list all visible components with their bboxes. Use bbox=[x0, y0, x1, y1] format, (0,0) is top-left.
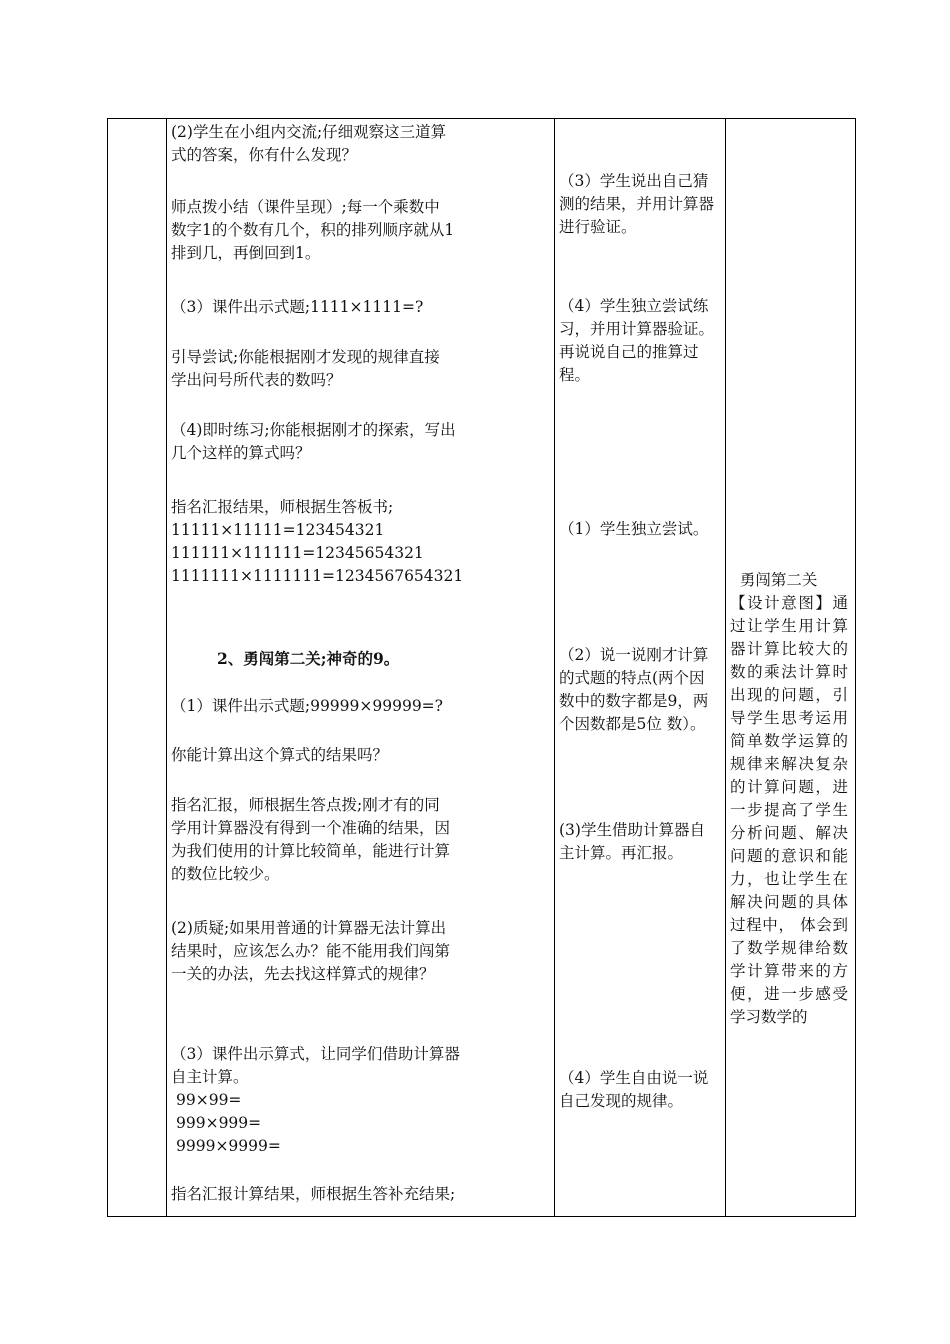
design-intent-title: 勇闯第二关 bbox=[730, 571, 818, 589]
text-line: (2)质疑;如果用普通的计算器无法计算出 bbox=[171, 919, 447, 937]
section-heading-level-2 bbox=[217, 647, 399, 670]
text-line: 指名汇报，师根据生答点拨;刚才有的同 bbox=[171, 796, 440, 814]
equation-line: 1111111×1111111=1234567654321 bbox=[171, 567, 464, 585]
paragraph-report-results bbox=[171, 1183, 455, 1206]
student-activity-4b: （4）学生自由说一说自己发现的规律。 bbox=[559, 1069, 709, 1110]
design-intent-column bbox=[726, 119, 856, 1216]
text-line: 排到几，再倒回到1。 bbox=[171, 244, 321, 262]
student-activity-3: （3）学生说出自己猜测的结果，并用计算器进行验证。 bbox=[559, 172, 715, 236]
student-activity-2: （2）说一说刚才计算的式题的特点(两个因数中的数字都是9，两个因数都是5位 数）。 bbox=[559, 646, 709, 733]
equation-line: 11111×11111=123454321 bbox=[171, 521, 385, 539]
paragraph-guide-try bbox=[171, 346, 440, 392]
text-line: 的数位比较少。 bbox=[171, 865, 280, 883]
equation-line: 111111×111111=12345654321 bbox=[171, 544, 424, 562]
student-activity-column bbox=[555, 119, 725, 1216]
heading-text: 2、勇闯第二关;神奇的9。 bbox=[217, 649, 400, 668]
text-line: （3）课件出示式题;1111×1111=? bbox=[171, 298, 424, 316]
design-intent-body: 【设计意图】通过让学生用计算器计算比较大的数的乘法计算时出现的问题，引导学生思考运用简单数学运算的规律来解决复杂的计算问题，进一步提高了学生分析问题、解决问题的意识和能力，也让学生在解决问题的具体过程中， 体会到了数学规律给数学计算带来的方便，进一步感受学习数学的 bbox=[730, 594, 848, 1026]
paragraph-board-results bbox=[171, 496, 463, 588]
lesson-plan-table bbox=[107, 118, 856, 1217]
paragraph-3-calculator bbox=[171, 1043, 460, 1158]
equation-line: 999×999= bbox=[176, 1114, 262, 1132]
student-activity-3b: (3)学生借助计算器自主计算。再汇报。 bbox=[559, 821, 705, 862]
paragraph-question bbox=[171, 744, 388, 767]
label-column bbox=[108, 119, 166, 1216]
text-line: （1）课件出示式题;99999×99999=? bbox=[171, 697, 443, 715]
text-line: 师点拨小结（课件呈现）;每一个乘数中 bbox=[171, 198, 440, 216]
student-activity-1: （1）学生独立尝试。 bbox=[559, 520, 709, 538]
paragraph-summary bbox=[171, 196, 454, 265]
text-line: (2)学生在小组内交流;仔细观察这三道算 bbox=[171, 123, 447, 141]
student-activity-4: （4）学生独立尝试练习，并用计算器验证。再说说自己的推算过程。 bbox=[559, 297, 715, 384]
paragraph-3-show-problem bbox=[171, 296, 423, 319]
text-line: （3）课件出示算式，让同学们借助计算器 bbox=[171, 1045, 460, 1063]
text-line: 指名汇报结果，师根据生答板书; bbox=[171, 498, 394, 516]
paragraph-2-question bbox=[171, 917, 450, 986]
text-line: 学出问号所代表的数吗？ bbox=[171, 371, 342, 389]
equation-line: 99×99= bbox=[176, 1091, 242, 1109]
text-line: 自主计算。 bbox=[171, 1068, 249, 1086]
paragraph-report-guide bbox=[171, 794, 450, 886]
text-line: 几个这样的算式吗？ bbox=[171, 444, 311, 462]
text-line: 结果时，应该怎么办？能不能用我们闯第 bbox=[171, 942, 451, 960]
teacher-activity-column bbox=[167, 119, 554, 1216]
text-line: （4)即时练习;你能根据刚才的探索，写出 bbox=[171, 421, 456, 439]
text-line: 为我们使用的计算比较简单，能进行计算 bbox=[171, 842, 451, 860]
text-line: 学用计算器没有得到一个准确的结果，因 bbox=[171, 819, 451, 837]
paragraph-2-observe bbox=[171, 121, 446, 167]
text-line: 一关的办法，先去找这样算式的规律？ bbox=[171, 965, 435, 983]
text-line: 式的答案，你有什么发现？ bbox=[171, 146, 358, 164]
text-line: 引导尝试;你能根据刚才发现的规律直接 bbox=[171, 348, 440, 366]
text-line: 指名汇报计算结果，师根据生答补充结果; bbox=[171, 1185, 456, 1203]
paragraph-1-show-problem bbox=[171, 695, 443, 718]
equation-line: 9999×9999= bbox=[176, 1137, 281, 1155]
text-line: 你能计算出这个算式的结果吗？ bbox=[171, 746, 389, 764]
text-line: 数字1的个数有几个，积的排列顺序就从1 bbox=[171, 221, 455, 239]
paragraph-4-practice bbox=[171, 419, 456, 465]
